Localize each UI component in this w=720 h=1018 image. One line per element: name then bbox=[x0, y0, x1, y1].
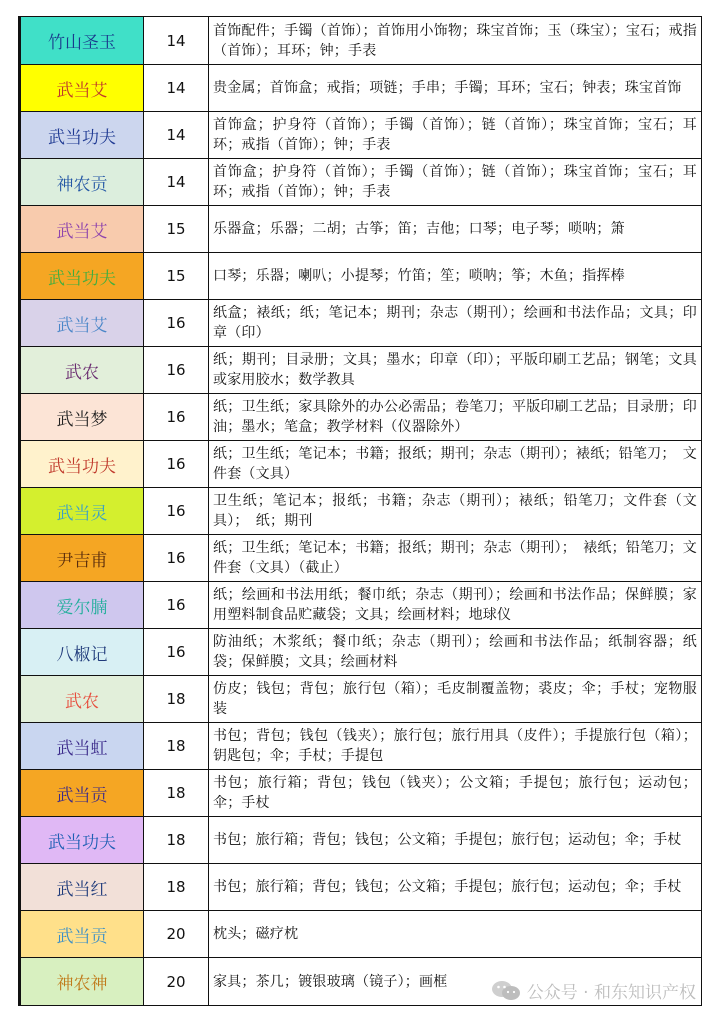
trademark-name-cell: 爱尔腩 bbox=[20, 582, 144, 629]
trademark-name-cell: 武当功夫 bbox=[20, 253, 144, 300]
goods-list-cell: 乐器盒；乐器；二胡；古筝；笛；吉他；口琴；电子琴；唢呐；箫 bbox=[209, 206, 702, 253]
class-number-cell: 16 bbox=[144, 441, 209, 488]
goods-list-cell: 纸；卫生纸；笔记本；书籍；报纸；期刊；杂志（期刊）； 裱纸；铅笔刀；文件套（文具）（截止） bbox=[209, 535, 702, 582]
goods-list-cell: 纸盒；裱纸；纸；笔记本；期刊；杂志（期刊）；绘画和书法作品；文具；印章（印） bbox=[209, 300, 702, 347]
table-row bbox=[20, 112, 702, 159]
table-row bbox=[20, 676, 702, 723]
class-number-cell: 18 bbox=[144, 770, 209, 817]
goods-list-cell: 家具；茶几；镀银玻璃（镜子）；画框 bbox=[209, 958, 702, 1006]
goods-list-cell: 口琴；乐器；喇叭；小提琴；竹笛；笙；唢呐；筝；木鱼；指挥棒 bbox=[209, 253, 702, 300]
goods-list-cell: 书包；背包；钱包（钱夹）；旅行包；旅行用具（皮件）；手提旅行包（箱）；钥匙包；伞；手杖；手提包 bbox=[209, 723, 702, 770]
goods-list-cell: 首饰盒；护身符（首饰）；手镯（首饰）；链（首饰）；珠宝首饰；宝石；耳环；戒指（首饰）；钟；手表 bbox=[209, 112, 702, 159]
table-row bbox=[20, 723, 702, 770]
class-number-cell: 20 bbox=[144, 958, 209, 1006]
table-row bbox=[20, 347, 702, 394]
class-number-cell: 16 bbox=[144, 629, 209, 676]
trademark-name-cell: 神农贡 bbox=[20, 159, 144, 206]
goods-list-cell: 书包；旅行箱；背包；钱包；公文箱；手提包；旅行包；运动包；伞；手杖 bbox=[209, 864, 702, 911]
table-row bbox=[20, 441, 702, 488]
trademark-name-cell: 武当艾 bbox=[20, 206, 144, 253]
goods-list-cell: 纸；卫生纸；家具除外的办公必需品；卷笔刀；平版印刷工艺品；目录册；印油；墨水；笔盒；教学材料（仪器除外） bbox=[209, 394, 702, 441]
wechat-icon bbox=[491, 980, 521, 1002]
goods-list-cell: 枕头；磁疗枕 bbox=[209, 911, 702, 958]
class-number-cell: 20 bbox=[144, 911, 209, 958]
table-row bbox=[20, 488, 702, 535]
trademark-name-cell: 八椒记 bbox=[20, 629, 144, 676]
table-row bbox=[20, 253, 702, 300]
goods-list-cell: 首饰配件；手镯（首饰）；首饰用小饰物；珠宝首饰；玉（珠宝）；宝石；戒指（首饰）；耳环；钟；手表 bbox=[209, 17, 702, 65]
trademark-name-cell: 武当功夫 bbox=[20, 112, 144, 159]
class-number-cell: 16 bbox=[144, 582, 209, 629]
class-number-cell: 16 bbox=[144, 394, 209, 441]
goods-list-cell: 贵金属；首饰盒；戒指；项链；手串；手镯；耳环；宝石；钟表；珠宝首饰 bbox=[209, 65, 702, 112]
class-number-cell: 16 bbox=[144, 535, 209, 582]
trademark-name-cell: 武当贡 bbox=[20, 770, 144, 817]
table-row bbox=[20, 394, 702, 441]
trademark-name-cell: 武当灵 bbox=[20, 488, 144, 535]
watermark bbox=[491, 978, 696, 1003]
goods-list-cell: 纸；卫生纸；笔记本；书籍；报纸；期刊；杂志（期刊）；裱纸；铅笔刀； 文件套（文具） bbox=[209, 441, 702, 488]
trademark-name-cell: 武当艾 bbox=[20, 65, 144, 112]
table-row bbox=[20, 17, 702, 65]
class-number-cell: 14 bbox=[144, 17, 209, 65]
class-number-cell: 18 bbox=[144, 676, 209, 723]
class-number-cell: 16 bbox=[144, 488, 209, 535]
trademark-name-cell: 武农 bbox=[20, 347, 144, 394]
class-number-cell: 15 bbox=[144, 253, 209, 300]
class-number-cell: 18 bbox=[144, 817, 209, 864]
class-number-cell: 14 bbox=[144, 65, 209, 112]
table-row bbox=[20, 582, 702, 629]
table-row bbox=[20, 159, 702, 206]
trademark-name-cell: 武当艾 bbox=[20, 300, 144, 347]
table-row bbox=[20, 206, 702, 253]
table-row bbox=[20, 864, 702, 911]
table-row bbox=[20, 817, 702, 864]
table-row bbox=[20, 629, 702, 676]
class-number-cell: 18 bbox=[144, 864, 209, 911]
trademark-table-body bbox=[20, 17, 702, 1006]
table-row bbox=[20, 535, 702, 582]
goods-list-cell: 纸；绘画和书法用纸；餐巾纸；杂志（期刊）；绘画和书法作品；保鲜膜；家用塑料制食品贮藏袋；文具；绘画材料；地球仪 bbox=[209, 582, 702, 629]
trademark-name-cell: 武当功夫 bbox=[20, 441, 144, 488]
trademark-name-cell: 竹山圣玉 bbox=[20, 17, 144, 65]
class-number-cell: 18 bbox=[144, 723, 209, 770]
trademark-name-cell: 武当功夫 bbox=[20, 817, 144, 864]
trademark-name-cell: 武农 bbox=[20, 676, 144, 723]
trademark-name-cell: 神农神 bbox=[20, 958, 144, 1006]
table-row bbox=[20, 300, 702, 347]
trademark-table bbox=[18, 16, 702, 1006]
goods-list-cell: 防油纸；木浆纸；餐巾纸；杂志（期刊）；绘画和书法作品；纸制容器；纸袋；保鲜膜；文具；绘画材料 bbox=[209, 629, 702, 676]
goods-list-cell: 书包；旅行箱；背包；钱包（钱夹）；公文箱；手提包；旅行包；运动包；伞；手杖 bbox=[209, 770, 702, 817]
class-number-cell: 14 bbox=[144, 159, 209, 206]
goods-list-cell: 仿皮；钱包；背包；旅行包（箱）；毛皮制覆盖物；裘皮；伞；手杖；宠物服装 bbox=[209, 676, 702, 723]
trademark-name-cell: 武当虹 bbox=[20, 723, 144, 770]
table-row bbox=[20, 770, 702, 817]
watermark-text: 公众号 · 和东知识产权 bbox=[526, 983, 696, 1003]
class-number-cell: 14 bbox=[144, 112, 209, 159]
trademark-name-cell: 武当红 bbox=[20, 864, 144, 911]
goods-list-cell: 书包；旅行箱；背包；钱包；公文箱；手提包；旅行包；运动包；伞；手杖 bbox=[209, 817, 702, 864]
class-number-cell: 16 bbox=[144, 347, 209, 394]
trademark-name-cell: 武当梦 bbox=[20, 394, 144, 441]
trademark-name-cell: 尹吉甫 bbox=[20, 535, 144, 582]
goods-list-cell: 卫生纸；笔记本；报纸；书籍；杂志（期刊）；裱纸；铅笔刀；文件套（文具）； 纸；期刊 bbox=[209, 488, 702, 535]
class-number-cell: 16 bbox=[144, 300, 209, 347]
trademark-name-cell: 武当贡 bbox=[20, 911, 144, 958]
table-row bbox=[20, 911, 702, 958]
goods-list-cell: 首饰盒；护身符（首饰）；手镯（首饰）；链（首饰）；珠宝首饰；宝石；耳环；戒指（首饰）；钟；手表 bbox=[209, 159, 702, 206]
class-number-cell: 15 bbox=[144, 206, 209, 253]
goods-list-cell: 纸；期刊；目录册；文具；墨水；印章（印）；平版印刷工艺品；钢笔；文具或家用胶水；数学教具 bbox=[209, 347, 702, 394]
table-row bbox=[20, 65, 702, 112]
